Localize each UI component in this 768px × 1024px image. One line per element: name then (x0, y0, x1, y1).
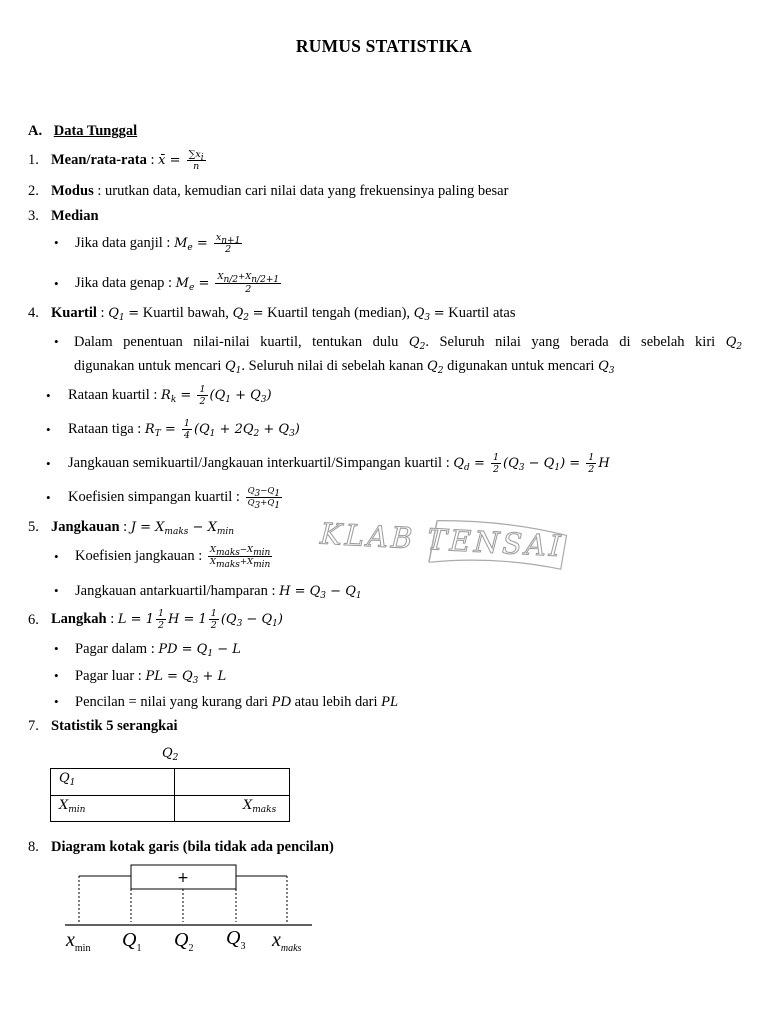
label-q3: $Q_3$ (226, 927, 246, 952)
pagar-luar: Pagar luar : PL = $Q_3 + L$ (75, 668, 227, 686)
bullet: • (54, 276, 59, 291)
label-xmaks: $x_{maks}$ (272, 929, 302, 954)
item-number: 3. (28, 208, 39, 224)
langkah-heading: Langkah : L = 1 $\frac{1}{2}$ H = 1 $\frac{1}{2}$ $(Q_3 - Q_1)$ (51, 608, 283, 631)
cell-xmaks: $X_{maks}$ (243, 798, 277, 815)
bullet: • (54, 668, 59, 683)
item-modus (51, 182, 508, 200)
watermark-text: KLAB TENSAI (319, 516, 565, 564)
bullet: • (54, 235, 59, 250)
rataan-tiga: Rataan tiga : $R_T$ = $\frac{1}{4}$ $(Q_1 + 2Q_2 + Q_3)$ (68, 418, 300, 441)
mean-formula: x̄ = $\frac{\sum x_i}{n}$ (158, 149, 204, 172)
item-number: 5. (28, 519, 39, 535)
rataan-kuartil: Rataan kuartil : $R_k$ = $\frac{1}{2}$ $(Q_1 + Q_3)$ (68, 384, 272, 407)
modus-text: : urutkan data, kemudian cari nilai data yang frekuensinya paling besar (93, 183, 509, 199)
jangkauan-heading: Jangkauan : $J = X_{maks} - X_{min}$ (51, 519, 235, 537)
kuartil-heading: Kuartil : $Q_1$ = Kuartil bawah, $Q_2$ = Kuartil tengah (median), $Q_3$ = Kuartil atas (51, 305, 516, 323)
mean-plus: + (177, 870, 189, 886)
bullet: • (46, 388, 51, 403)
bullet: • (54, 641, 59, 656)
bullet: • (46, 490, 51, 505)
item-number: 6. (28, 612, 39, 628)
bullet: • (54, 583, 59, 598)
section-a-heading (28, 122, 137, 140)
pencilan: Pencilan = nilai yang kurang dari PD atau lebih dari PL (75, 694, 399, 710)
watermark-stamp (315, 510, 571, 573)
bullet: • (46, 422, 51, 437)
median-heading: Median (51, 208, 99, 224)
section-label: Data Tunggal (53, 123, 138, 139)
bullet: • (54, 694, 59, 709)
label-q1: $Q_1$ (122, 929, 142, 954)
section-letter: A. (28, 123, 43, 139)
median-odd: Jika data ganjil : $M_e$ = $\frac{x_{n+1}}{2}$ (75, 232, 241, 255)
page-title: RUMUS STATISTIKA (295, 36, 473, 56)
diagram-heading: Diagram kotak garis (bila tidak ada pencilan) (51, 839, 334, 855)
q2-label: $Q_2$ (162, 746, 179, 763)
item-number: 1. (28, 152, 39, 168)
mean-label: Mean/rata-rata (51, 152, 147, 168)
kuartil-para-line1: Dalam penentuan nilai-nilai kuartil, tentukan dulu $Q_2$. Seluruh nilai yang berada di sebelah kiri $Q_2$ (74, 334, 743, 352)
bullet: • (54, 549, 59, 564)
pagar-dalam: Pagar dalam : PD = $Q_1 - L$ (75, 641, 241, 659)
item-number: 8. (28, 839, 39, 855)
cell-xmin: $X_{min}$ (59, 798, 86, 815)
item-number: 4. (28, 305, 39, 321)
box-plot-diagram (60, 858, 320, 930)
item-number: 2. (28, 183, 39, 199)
five-number-table (50, 768, 290, 822)
item-number: 7. (28, 718, 39, 734)
jangkauan-semikuartil: Jangkauan semikuartil/Jangkauan interkuartil/Simpangan kuartil : $Q_d$ = $\frac{1}{2}$ $(Q_3 - Q_1)$ = $\frac{1}{2}$ H (68, 452, 610, 475)
label-xmin: $x_{min}$ (66, 929, 91, 954)
koefisien-jangkauan: Koefisien jangkauan : $\frac{X_{maks}-X_{min}}{X_{maks}+X_{min}}$ (75, 545, 271, 570)
bullet: • (46, 456, 51, 471)
statistik-5-heading: Statistik 5 serangkai (51, 718, 178, 734)
item-mean: Mean/rata-rata : x̄ = $\frac{\sum x_i}{n}$ (51, 144, 208, 177)
kuartil-para-line2: digunakan untuk mencari $Q_1$. Seluruh nilai di sebelah kanan $Q_2$ digunakan untuk mencari $Q_3$ (74, 358, 615, 376)
bullet: • (54, 334, 59, 349)
modus-label: Modus (51, 183, 94, 199)
hamparan: Jangkauan antarkuartil/hamparan : $H = Q_3 - Q_1$ (75, 583, 362, 601)
label-q2: $Q_2$ (174, 929, 194, 954)
median-even: Jika data genap : $M_e$ = $\frac{X_{n/2}+X_{n/2+1}}{2}$ (75, 272, 280, 295)
koefisien-simpangan: Koefisien simpangan kuartil : $\frac{Q_3-Q_1}{Q_3+Q_1}$ (68, 486, 281, 511)
cell-q1: $Q_1$ (59, 771, 76, 788)
